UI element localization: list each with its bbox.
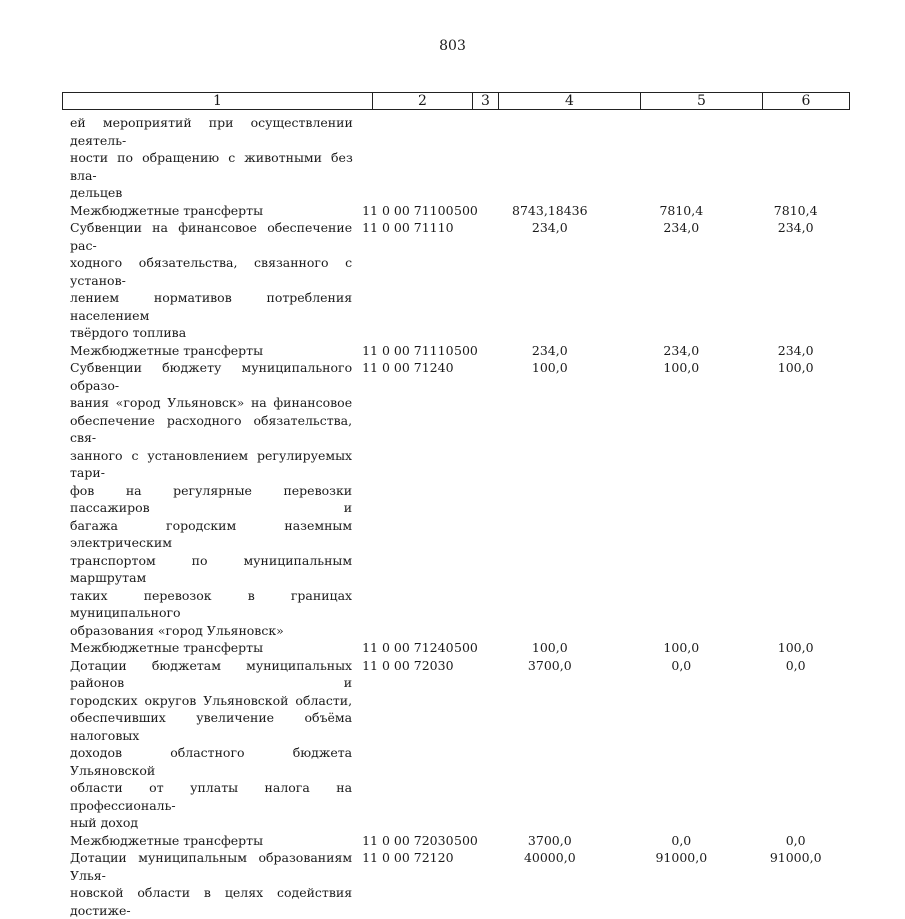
table-body [70,114,850,919]
description-line: доходов областного бюджета Ульяновской [70,745,353,778]
row-value-5 [621,114,741,202]
row-vr [453,114,478,202]
row-description [70,342,352,360]
row-code: 11 0 00 71100 [362,202,454,218]
row-value-4: 3700,0 [527,832,572,848]
row-description [70,114,353,202]
row-code: 11 0 00 72030 [362,657,454,673]
description-line: новской области в целях содействия достиже- [70,885,353,918]
row-value-6: 0,0 [785,832,806,848]
table-row [70,202,850,220]
row-value-5: 234,0 [663,220,700,235]
description-line: твёрдого топлива [70,325,187,340]
row-value-5: 7810,4 [659,202,704,218]
row-description [70,849,352,919]
row-description [70,832,352,850]
description-line: области от уплаты налога на профессиональ- [70,780,353,813]
row-vr [454,359,479,639]
table-row [70,219,850,342]
row-value-5: 91000,0 [655,850,708,865]
description-line: Межбюджетные трансферты [70,832,264,848]
description-line: Межбюджетные трансферты [70,202,264,218]
row-value-4: 234,0 [531,220,568,235]
description-line: вания «город Ульяновск» на финансовое [70,395,353,410]
row-value-6: 91000,0 [769,850,822,865]
row-description [70,202,352,220]
row-code: 11 0 00 71240 [362,360,454,375]
row-value-5: 234,0 [663,342,700,358]
row-value-4: 40000,0 [523,850,576,865]
header-col-5: 5 [641,93,763,109]
row-value-6: 7810,4 [773,202,818,218]
row-code: 11 0 00 71240 [362,640,454,655]
row-value-4: 100,0 [531,360,568,375]
description-line: ный доход [70,815,139,830]
row-code: 11 0 00 72030 [362,832,454,848]
description-line: багажа городским наземным электрическим [70,517,353,550]
row-value-5: 0,0 [671,657,692,673]
description-line: образования «город Ульяновск» [70,622,284,638]
description-line: ей мероприятий при осуществлении деятель- [70,115,353,148]
page-number: 803 [439,38,466,54]
row-value-4 [477,114,620,202]
description-line: ходного обязательства, связанного с установ- [70,255,353,288]
description-line: Дотации бюджетам муниципальных районов и [70,657,353,690]
description-line: дельцев [70,185,123,200]
table-header [62,92,850,110]
description-line: Межбюджетные трансферты [70,342,264,358]
row-code: 11 0 00 71110 [362,342,454,358]
row-value-6: 234,0 [777,220,814,235]
header-col-6: 6 [801,93,811,109]
row-vr [454,849,479,919]
row-vr: 500 [454,640,478,655]
description-line: Межбюджетные трансферты [70,640,264,655]
description-line: Субвенции бюджету муниципального образо- [70,360,353,393]
row-description [70,359,352,639]
description-line: обеспечивших увеличение объёма налоговых [70,710,353,743]
row-vr [454,219,479,342]
row-value-5: 0,0 [671,832,692,848]
row-value-6: 100,0 [777,360,814,375]
row-code: 11 0 00 72120 [362,850,454,865]
row-value-4: 234,0 [531,342,568,358]
row-value-6: 0,0 [785,657,806,673]
row-value-5: 100,0 [663,640,700,655]
row-value-6 [741,114,850,202]
row-vr: 500 [454,342,478,358]
table-row [70,849,850,919]
description-line: городских округов Ульяновской области, [70,692,353,708]
header-col-2: 2 [373,93,473,109]
description-line: транспортом по муниципальным маршрутам [70,552,353,585]
row-value-5: 100,0 [663,360,700,375]
description-line: ности по обращению с животными без вла- [70,150,353,183]
header-col-3: 3 [473,93,499,109]
description-line: фов на регулярные перевозки пассажиров и [70,482,353,515]
row-code [353,114,453,202]
row-description [70,639,352,657]
description-line: лением нормативов потребления населением [70,290,353,323]
row-value-4: 3700,0 [527,657,572,673]
description-line: Дотации муниципальным образованиям Улья- [70,850,353,883]
table-row [70,639,850,657]
row-vr: 500 [454,832,478,848]
description-line: занного с установлением регулируемых тари- [70,447,353,480]
table-row [70,832,850,850]
row-value-4: 8743,18436 [512,202,588,218]
row-value-6: 100,0 [777,640,814,655]
row-vr [454,657,479,832]
header-col-1: 1 [63,93,373,109]
table-row [70,657,850,832]
table-row [70,359,850,639]
description-line: Субвенции на финансовое обеспечение рас- [70,220,353,253]
row-value-6: 234,0 [777,342,814,358]
description-line: таких перевозок в границах муниципального [70,587,353,620]
header-col-4: 4 [499,93,641,109]
row-code: 11 0 00 71110 [362,220,454,235]
table-row [70,114,850,202]
row-value-4: 100,0 [531,640,568,655]
table-row [70,342,850,360]
row-vr: 500 [454,202,478,218]
row-description [70,219,352,342]
description-line: обеспечение расходного обязательства, свя- [70,412,353,445]
row-description [70,657,352,832]
